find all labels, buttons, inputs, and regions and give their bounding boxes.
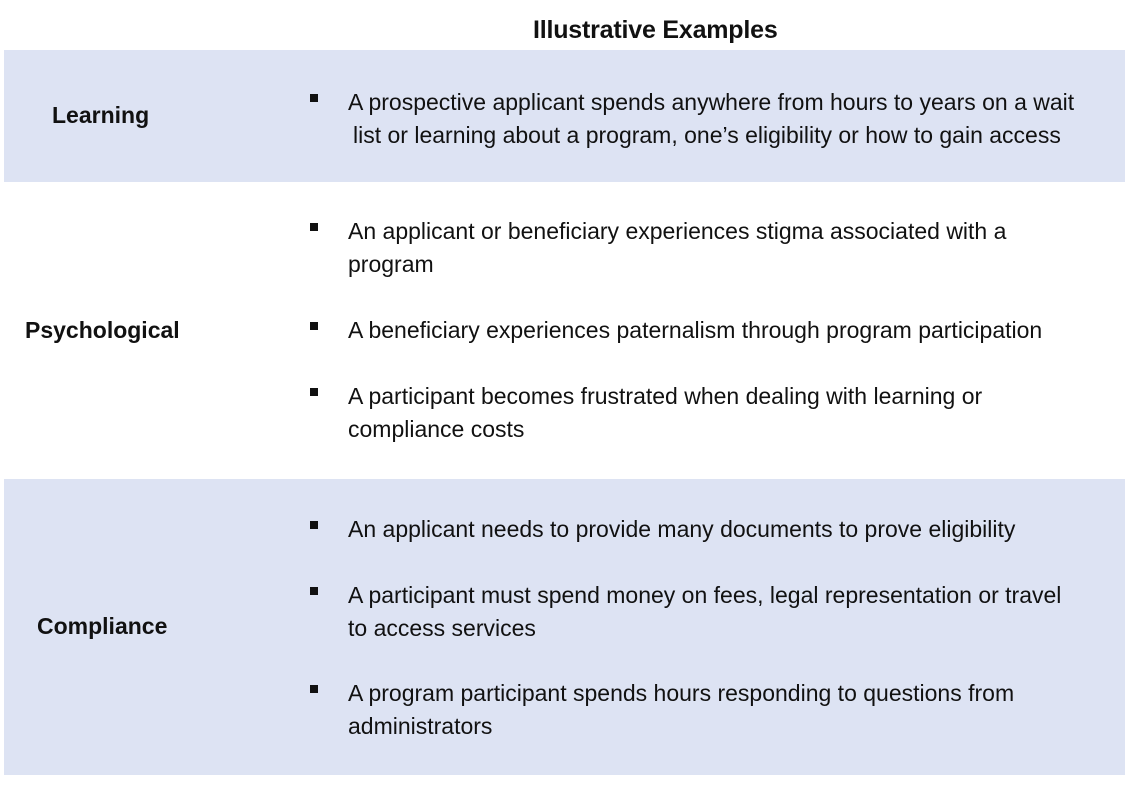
bullet-icon: [310, 587, 318, 595]
list-item-text: [348, 86, 1128, 152]
table-row-compliance: [4, 479, 1125, 775]
list-item-line: An applicant needs to provide many documents to prove eligibility: [348, 516, 1016, 542]
table-row-learning: [4, 50, 1125, 182]
list-item-line: A prospective applicant spends anywhere from hours to years on a wait: [348, 89, 1075, 115]
list-item-line: A participant must spend money on fees, legal representation or travel: [348, 582, 1062, 608]
list-item-text: [348, 314, 1128, 347]
list-item: [310, 677, 1125, 747]
row-label-learning: Learning: [52, 102, 150, 128]
list-item-text: [348, 215, 1128, 281]
list-item-line: administrators: [348, 713, 493, 739]
list-item-line: to access services: [348, 615, 536, 641]
list-item: [310, 314, 1125, 350]
list-item-line: An applicant or beneficiary experiences stigma associated with a: [348, 218, 1007, 244]
list-item-text: [348, 579, 1128, 645]
list-item-line: A program participant spends hours responding to questions from: [348, 680, 1015, 706]
table-header: [0, 14, 1131, 50]
bullet-icon: [310, 223, 318, 231]
list-item: [310, 380, 1125, 450]
list-item-line: program: [348, 251, 434, 277]
list-item-text: [348, 513, 1128, 546]
list-item-line: compliance costs: [348, 416, 525, 442]
list-item-text: [348, 380, 1128, 446]
table-row-psychological: [4, 182, 1125, 479]
list-item: [310, 579, 1125, 649]
list-item-text: [348, 677, 1128, 743]
bullet-icon: [310, 388, 318, 396]
list-item-line: A beneficiary experiences paternalism through program participation: [348, 317, 1043, 343]
bullet-icon: [310, 521, 318, 529]
list-item: [310, 215, 1125, 285]
list-item: [310, 513, 1125, 549]
list-item-line: A participant becomes frustrated when dealing with learning or: [348, 383, 983, 409]
bullet-icon: [310, 685, 318, 693]
bullet-icon: [310, 94, 318, 102]
column-header-illustrative-examples: Illustrative Examples: [533, 16, 778, 44]
list-item-line: list or learning about a program, one’s eligibility or how to gain access: [353, 122, 1061, 148]
list-item: [310, 86, 1125, 156]
row-label-compliance: Compliance: [37, 613, 168, 639]
row-label-psychological: Psychological: [25, 317, 180, 343]
bullet-icon: [310, 322, 318, 330]
